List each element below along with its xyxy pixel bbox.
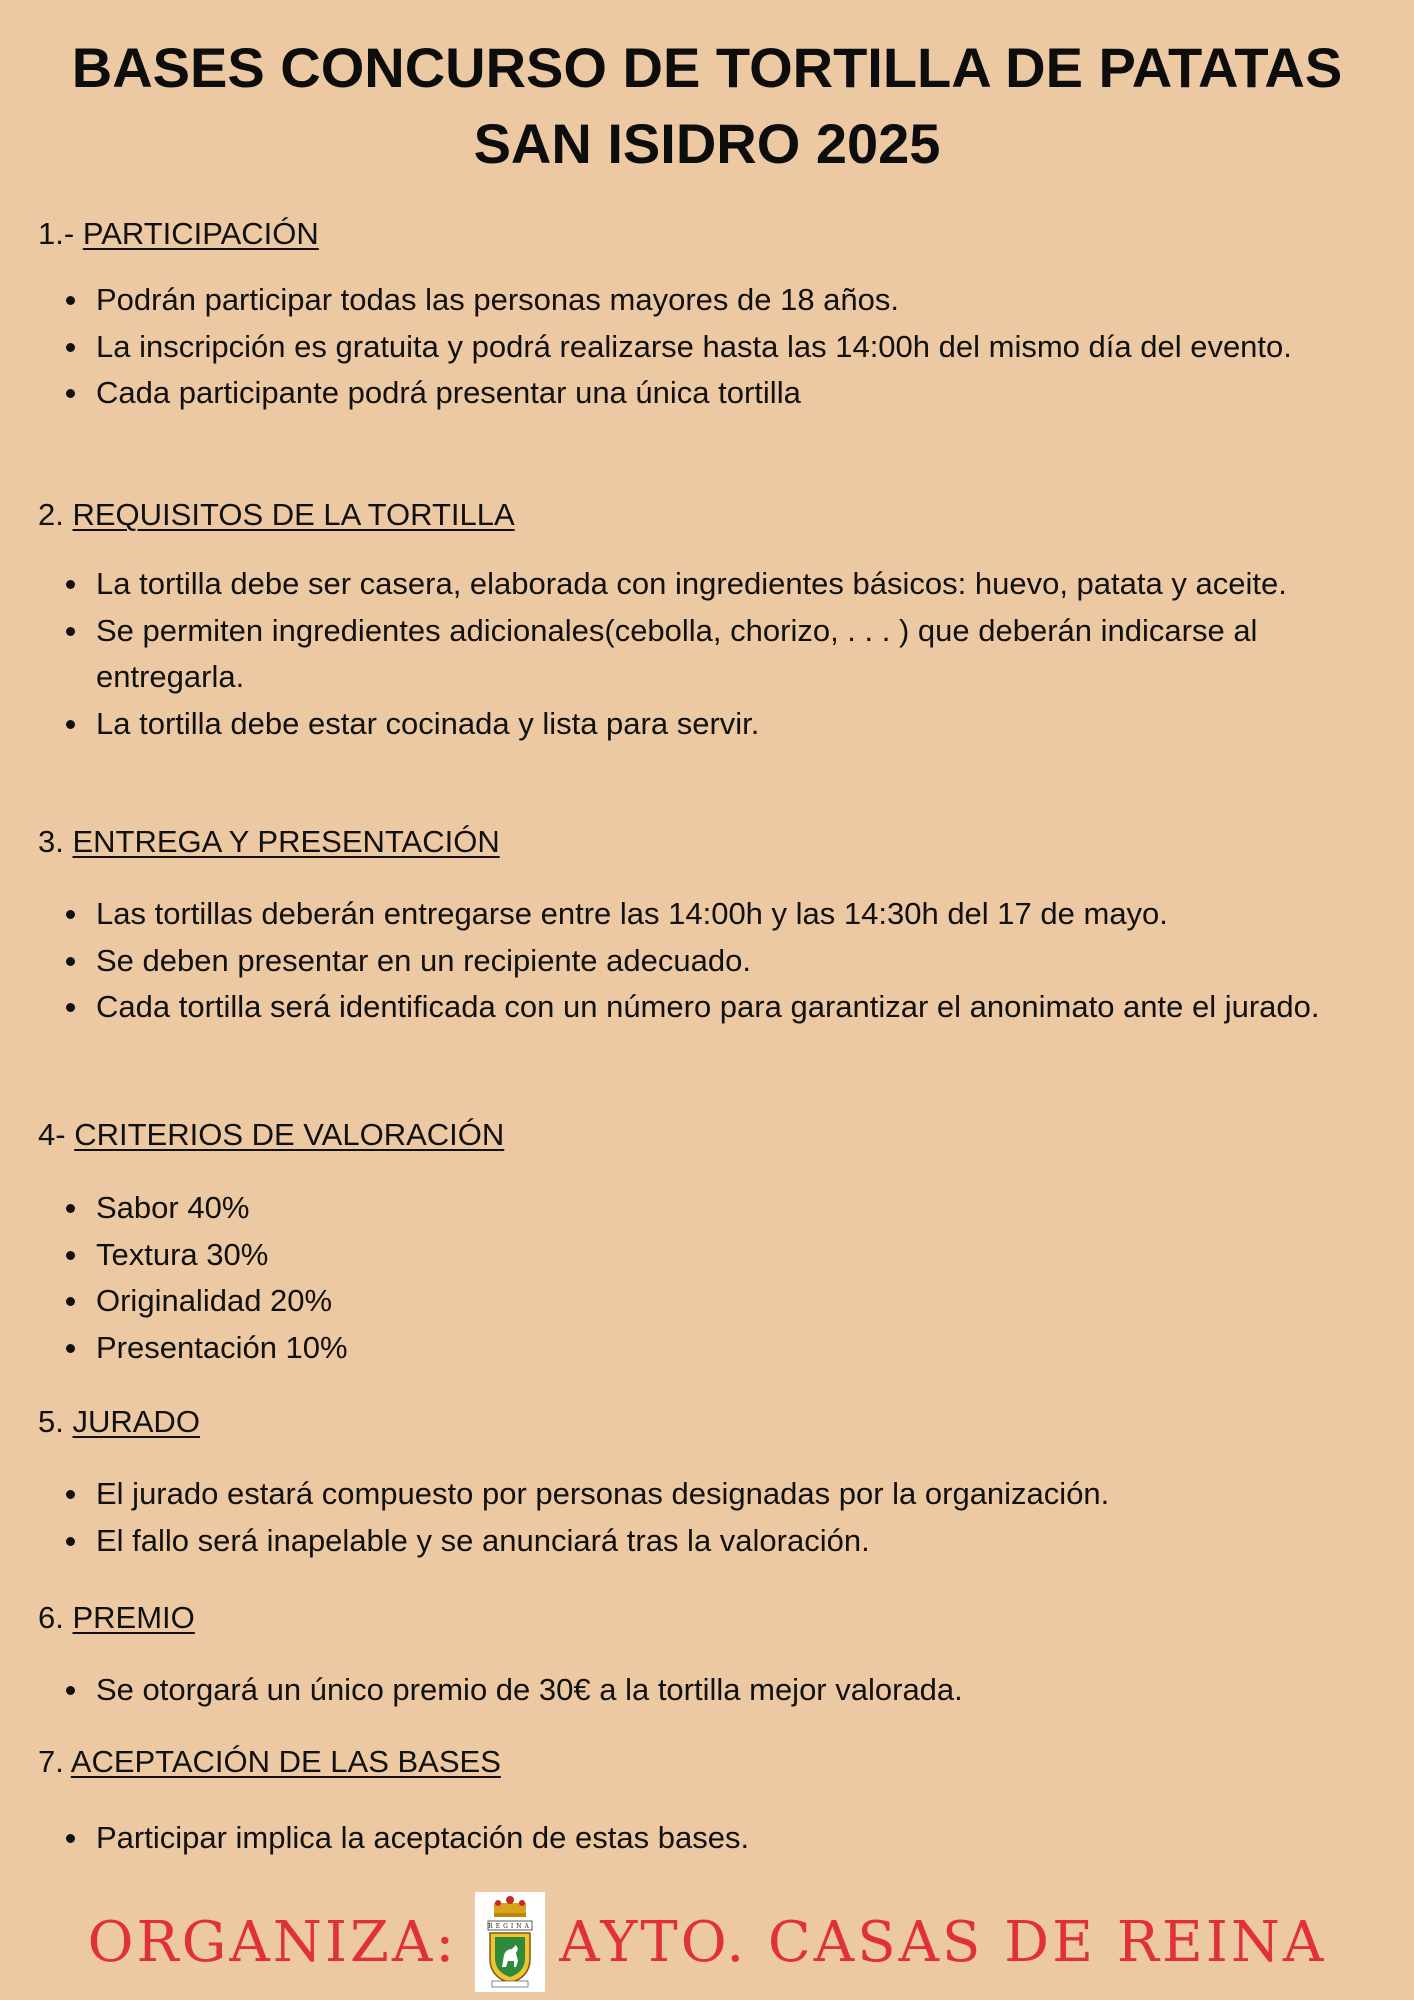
page-title — [0, 30, 1414, 182]
list-item: Sabor 40% — [58, 1185, 1358, 1232]
section-list-entrega — [58, 891, 1358, 1031]
organizer-footer — [0, 1890, 1414, 1994]
crest-banner-text: REGINA — [488, 1923, 533, 1930]
section-number: 1.- — [38, 216, 75, 251]
section-title: ACEPTACIÓN DE LAS BASES — [70, 1744, 501, 1779]
section-number: 5. — [38, 1404, 64, 1439]
organizer-name: AYTO. CASAS DE REINA — [559, 1909, 1327, 1975]
list-item: La inscripción es gratuita y podrá realizarse hasta las 14:00h del mismo día del evento. — [58, 324, 1358, 371]
section-title: REQUISITOS DE LA TORTILLA — [72, 497, 515, 532]
list-item: Podrán participar todas las personas mayores de 18 años. — [58, 277, 1358, 324]
section-list-criterios — [58, 1185, 1358, 1371]
section-number: 6. — [38, 1600, 64, 1635]
section-list-requisitos — [58, 561, 1358, 747]
section-title: CRITERIOS DE VALORACIÓN — [74, 1117, 505, 1152]
list-item: Presentación 10% — [58, 1325, 1358, 1372]
list-item: Las tortillas deberán entregarse entre las 14:00h y las 14:30h del 17 de mayo. — [58, 891, 1358, 938]
town-crest-logo — [475, 1892, 545, 1992]
list-item: Se otorgará un único premio de 30€ a la tortilla mejor valorada. — [58, 1667, 1358, 1714]
section-list-participacion — [58, 277, 1358, 417]
section-heading-premio — [38, 1598, 195, 1638]
title-line-1: BASES CONCURSO DE TORTILLA DE PATATAS — [71, 36, 1343, 99]
section-number: 2. — [38, 497, 64, 532]
section-number: 3. — [38, 824, 64, 859]
section-list-aceptacion — [58, 1815, 1358, 1862]
list-item: Textura 30% — [58, 1232, 1358, 1279]
section-heading-aceptacion — [38, 1742, 501, 1782]
section-heading-requisitos — [38, 495, 515, 535]
list-item: Se deben presentar en un recipiente adecuado. — [58, 938, 1358, 985]
section-number: 4- — [38, 1117, 66, 1152]
section-title: ENTREGA Y PRESENTACIÓN — [72, 824, 500, 859]
list-item: La tortilla debe estar cocinada y lista para servir. — [58, 701, 1358, 748]
list-item: Cada tortilla será identificada con un número para garantizar el anonimato ante el jurado. — [58, 984, 1358, 1031]
list-item: El jurado estará compuesto por personas designadas por la organización. — [58, 1471, 1358, 1518]
list-item: El fallo será inapelable y se anunciará tras la valoración. — [58, 1518, 1358, 1565]
section-list-jurado — [58, 1471, 1358, 1564]
organiza-label: ORGANIZA: — [87, 1909, 458, 1975]
list-item: Cada participante podrá presentar una única tortilla — [58, 370, 1358, 417]
section-heading-criterios — [38, 1115, 504, 1155]
list-item: Se permiten ingredientes adicionales(cebolla, chorizo, . . . ) que deberán indicarse al entregarla. — [58, 608, 1358, 701]
section-title: JURADO — [72, 1404, 200, 1439]
section-number: 7. — [38, 1744, 64, 1779]
section-heading-jurado — [38, 1402, 200, 1442]
section-heading-participacion — [38, 214, 319, 254]
section-title: PARTICIPACIÓN — [82, 216, 319, 251]
title-line-2: SAN ISIDRO 2025 — [473, 112, 941, 175]
section-title: PREMIO — [72, 1600, 195, 1635]
list-item: Participar implica la aceptación de estas bases. — [58, 1815, 1358, 1862]
coat-of-arms-icon — [482, 1895, 538, 1989]
list-item: Originalidad 20% — [58, 1278, 1358, 1325]
list-item: La tortilla debe ser casera, elaborada con ingredientes básicos: huevo, patata y aceite. — [58, 561, 1358, 608]
section-heading-entrega — [38, 822, 500, 862]
section-list-premio — [58, 1667, 1358, 1714]
